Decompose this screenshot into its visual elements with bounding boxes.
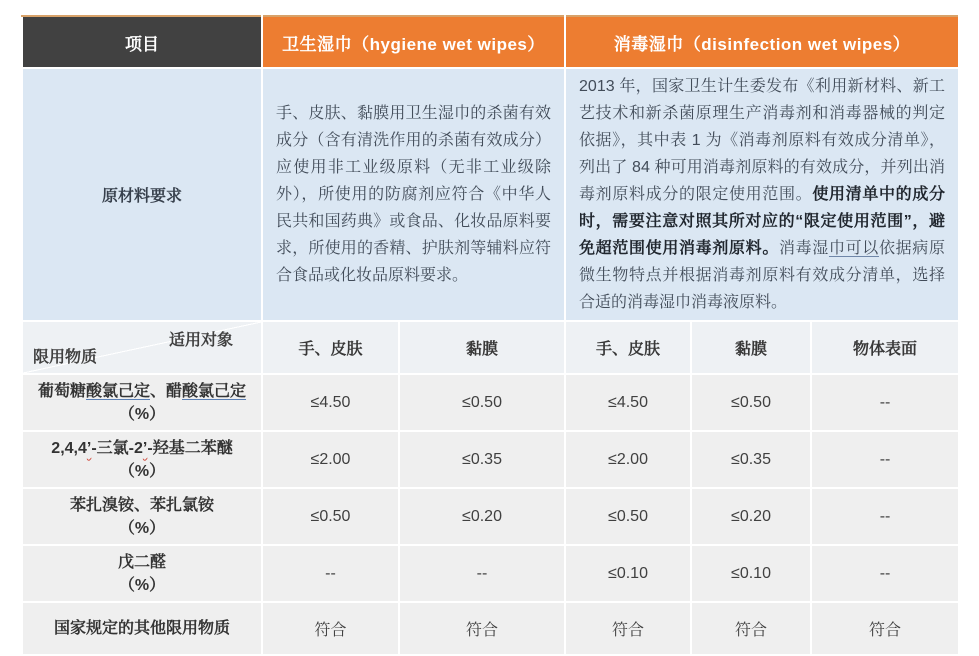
value-cell: 符合 — [565, 602, 691, 655]
spellcheck-mark: ’ — [86, 439, 92, 457]
header-cell-item: 项目 — [22, 16, 262, 68]
disinfection-text-part3: 依据病原微生物特点并根据消毒剂原料有效成分清单，选择合适的消毒湿巾消毒液原料。 — [579, 240, 946, 311]
value-cell: ≤0.50 — [691, 374, 811, 431]
value-cell: ≤4.50 — [565, 374, 691, 431]
chem-label-triclosan — [22, 431, 262, 488]
value-cell: -- — [811, 374, 959, 431]
value-cell: ≤2.00 — [262, 431, 399, 488]
chem-name-segment: -三氯-2 — [91, 439, 143, 457]
subheader-row — [22, 321, 959, 374]
value-cell: ≤0.20 — [691, 488, 811, 545]
chem-label-chlorhexidine — [22, 374, 262, 431]
table-row-chlorhexidine — [22, 374, 959, 431]
value-cell: -- — [811, 545, 959, 602]
value-cell: ≤0.50 — [399, 374, 565, 431]
value-cell: ≤0.35 — [399, 431, 565, 488]
value-cell: ≤0.35 — [691, 431, 811, 488]
hygiene-requirement-text: 手、皮肤、黏膜用卫生湿巾的杀菌有效成分（含有清洗作用的杀菌有效成分）应使用非工业级原料（无非工业级除外），所使用的防腐剂应符合《中华人民共和国药典》或食品、化妆品原料要求，所使用的香精、护肤剂等辅料应符合食品或化妆品原料要求。 — [276, 105, 552, 284]
subheader-disinfection-object-surface: 物体表面 — [811, 321, 959, 374]
value-cell: -- — [262, 545, 399, 602]
corner-label-applicable-object: 适用对象 — [168, 332, 233, 349]
value-cell: 符合 — [691, 602, 811, 655]
chem-name-segment: 葡萄糖 — [37, 382, 86, 400]
subheader-disinfection-mucosa: 黏膜 — [691, 321, 811, 374]
chem-label-glutaraldehyde — [22, 545, 262, 602]
raw-material-row — [22, 68, 959, 321]
raw-material-hygiene-text — [262, 68, 565, 321]
chem-name-segment: 、醋 — [150, 382, 183, 400]
value-cell: 符合 — [262, 602, 399, 655]
disinfection-text-part1: 2013 年，国家卫生计生委发布《利用新材料、新工艺技术和新杀菌原理生产消毒剂和消毒器械的判定依据》，其中表 1 为《消毒剂原料有效成分清单》，列出了 84 种可用消毒剂原料的有效成分，并列出消毒剂原料成分的限定使用范围。 — [579, 78, 946, 203]
chem-name-segment: 戊二醛 — [117, 553, 166, 571]
chem-label-benzalkonium — [22, 488, 262, 545]
chem-unit: （%） — [118, 405, 166, 423]
chem-name-underlined[interactable]: 酸氯己定 — [182, 382, 247, 400]
chem-name-segment: 2,4,4 — [51, 439, 87, 457]
value-cell: ≤0.10 — [691, 545, 811, 602]
wet-wipes-comparison-table — [21, 15, 958, 656]
table-row-benzalkonium — [22, 488, 959, 545]
subheader-hygiene-mucosa: 黏膜 — [399, 321, 565, 374]
chem-label-other-restricted — [22, 602, 262, 655]
value-cell: -- — [399, 545, 565, 602]
table-row-triclosan — [22, 431, 959, 488]
header-row — [22, 16, 959, 68]
corner-label-restricted-substance: 限用物质 — [33, 349, 98, 366]
value-cell: ≤0.50 — [262, 488, 399, 545]
raw-material-label: 原材料要求 — [22, 68, 262, 321]
subheader-hygiene-hand-skin: 手、皮肤 — [262, 321, 399, 374]
disinfection-text-link[interactable]: 巾可以 — [828, 240, 879, 257]
value-cell: ≤0.10 — [565, 545, 691, 602]
chem-name-segment: -羟基二苯醚 — [147, 439, 233, 457]
value-cell: ≤0.20 — [399, 488, 565, 545]
table-row-glutaraldehyde — [22, 545, 959, 602]
value-cell: ≤0.50 — [565, 488, 691, 545]
comparison-table — [21, 15, 960, 656]
diagonal-corner-cell — [22, 321, 262, 374]
disinfection-text-bold: 使用清单中的成分时，需要注意对照其所对应的“限定使用范围”，避免超范围使用消毒剂原料。 — [579, 186, 946, 257]
chem-unit: （%） — [118, 462, 166, 480]
value-cell: 符合 — [399, 602, 565, 655]
chem-name-segment: 国家规定的其他限用物质 — [53, 620, 230, 637]
header-cell-hygiene: 卫生湿巾（hygiene wet wipes） — [262, 16, 565, 68]
subheader-disinfection-hand-skin: 手、皮肤 — [565, 321, 691, 374]
chem-unit: （%） — [118, 576, 166, 594]
value-cell: -- — [811, 488, 959, 545]
header-cell-disinfection: 消毒湿巾（disinfection wet wipes） — [565, 16, 959, 68]
value-cell: ≤2.00 — [565, 431, 691, 488]
value-cell: 符合 — [811, 602, 959, 655]
table-row-other-restricted — [22, 602, 959, 655]
value-cell: ≤4.50 — [262, 374, 399, 431]
chem-unit: （%） — [118, 519, 166, 537]
chem-name-underlined[interactable]: 酸氯己定 — [85, 382, 150, 400]
spellcheck-mark: ’ — [142, 439, 148, 457]
disinfection-text-part2: 消毒湿 — [778, 240, 829, 257]
value-cell: -- — [811, 431, 959, 488]
chem-name-segment: 苯扎溴铵、苯扎氯铵 — [69, 496, 214, 514]
raw-material-disinfection-text — [565, 68, 959, 321]
